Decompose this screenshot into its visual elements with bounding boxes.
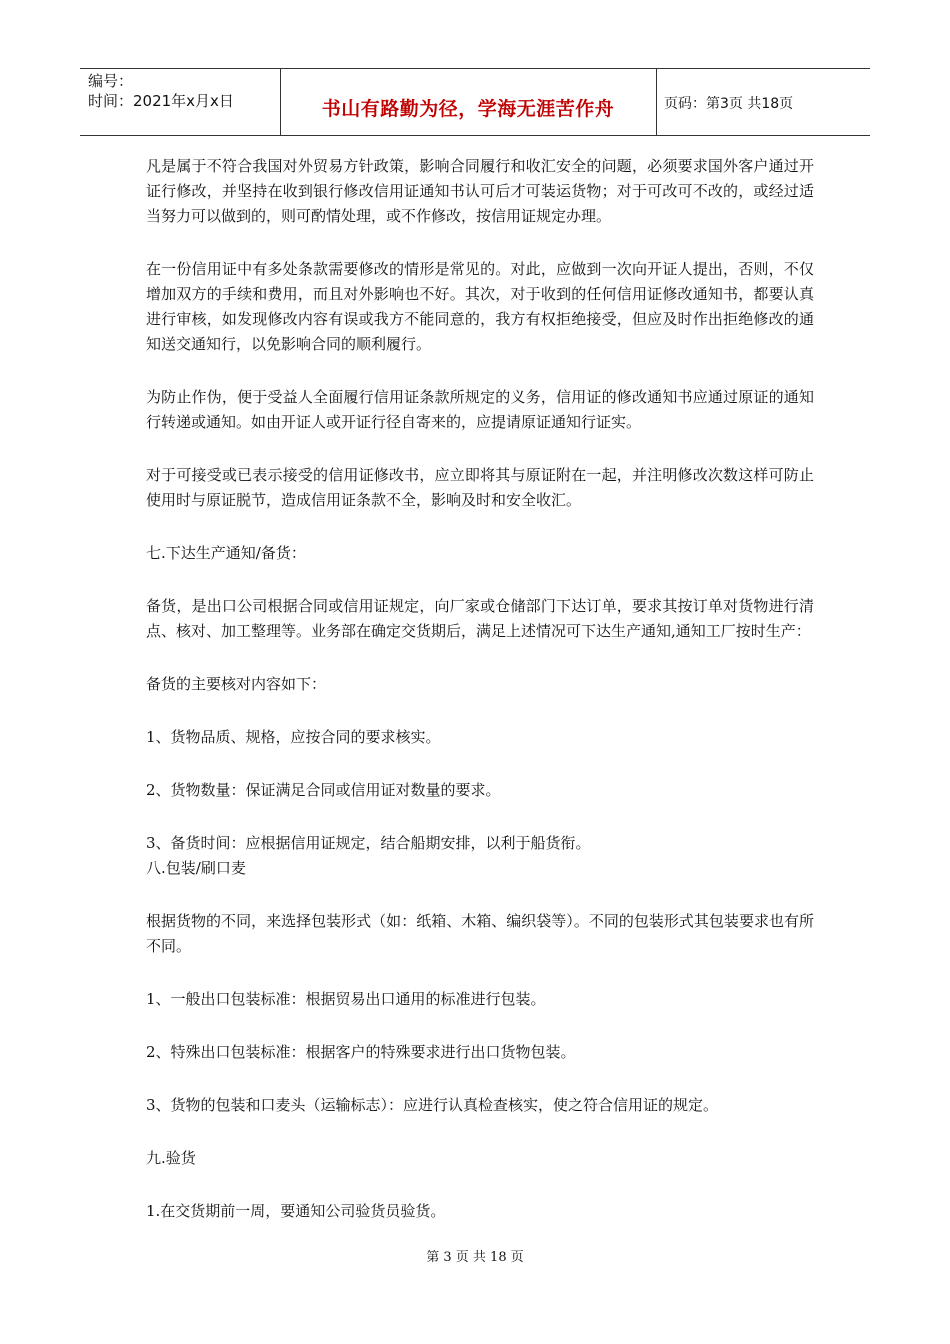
list-item: 2、货物数量：保证满足合同或信用证对数量的要求。 [146,781,501,799]
paragraph: 备货，是出口公司根据合同或信用证规定，向厂家或仓储部门下达订单，要求其按订单对货物进行清点、核对、加工整理等。业务部在确定交货期后，满足上述情况可下达生产通知,通知工厂按时生产： [146,597,814,640]
paragraph: 备货的主要核对内容如下： [146,675,327,693]
list-item: 3、备货时间：应根据信用证规定，结合船期安排，以利于船货衔。 [146,834,591,852]
header-slogan: 书山有路勤为径，学海无涯苦作舟 [321,97,615,120]
list-item: 3、货物的包装和口麦头（运输标志）：应进行认真检查核实，使之符合信用证的规定。 [146,1096,719,1114]
page-footer: 第 3 页 共 18 页 [426,1250,524,1265]
paragraph: 对于可接受或已表示接受的信用证修改书，应立即将其与原证附在一起，并注明修改次数这样可防止使用时与原证脱节，造成信用证条款不全，影响及时和安全收汇。 [146,466,814,509]
header-page-info: 页码：第3页 共18页 [664,96,794,112]
paragraph: 为防止作伪，便于受益人全面履行信用证条款所规定的义务，信用证的修改通知书应通过原证的通知行转递或通知。如由开证人或开证行径自寄来的，应提请原证通知行证实。 [146,388,814,431]
header-divider-left [280,69,281,135]
header-divider-right [656,69,657,135]
section-heading: 七.下达生产通知/备货： [146,544,306,562]
list-item: 1、一般出口包装标准：根据贸易出口通用的标准进行包装。 [146,990,546,1008]
list-item: 2、特殊出口包装标准：根据客户的特殊要求进行出口货物包装。 [146,1043,576,1061]
section-heading: 九.验货 [146,1149,196,1167]
paragraph: 根据货物的不同，来选择包装形式（如：纸箱、木箱、编织袋等）。不同的包装形式其包装要求也有所不同。 [146,912,814,955]
list-item: 1、货物品质、规格，应按合同的要求核实。 [146,728,441,746]
document-header [80,68,870,136]
header-meta [88,71,278,111]
section-heading: 八.包装/刷口麦 [146,859,246,877]
paragraph: 凡是属于不符合我国对外贸易方针政策，影响合同履行和收汇安全的问题，必须要求国外客户通过开证行修改，并坚持在收到银行修改信用证通知书认可后才可装运货物；对于可改可不改的，或经过适当努力可以做到的，则可酌情处理，或不作修改，按信用证规定办理。 [146,157,814,225]
document-body [146,154,814,1224]
document-date: 时间：2021年x月x日 [88,92,234,110]
paragraph: 在一份信用证中有多处条款需要修改的情形是常见的。对此，应做到一次向开证人提出，否则，不仅增加双方的手续和费用，而且对外影响也不好。其次，对于收到的任何信用证修改通知书，都要认真进行审核，如发现修改内容有误或我方不能同意的，我方有权拒绝接受，但应及时作出拒绝修改的通知送交通知行，以免影响合同的顺利履行。 [146,260,814,353]
list-item: 1.在交货期前一周，要通知公司验货员验货。 [146,1202,446,1220]
document-number-label: 编号： [88,72,134,90]
